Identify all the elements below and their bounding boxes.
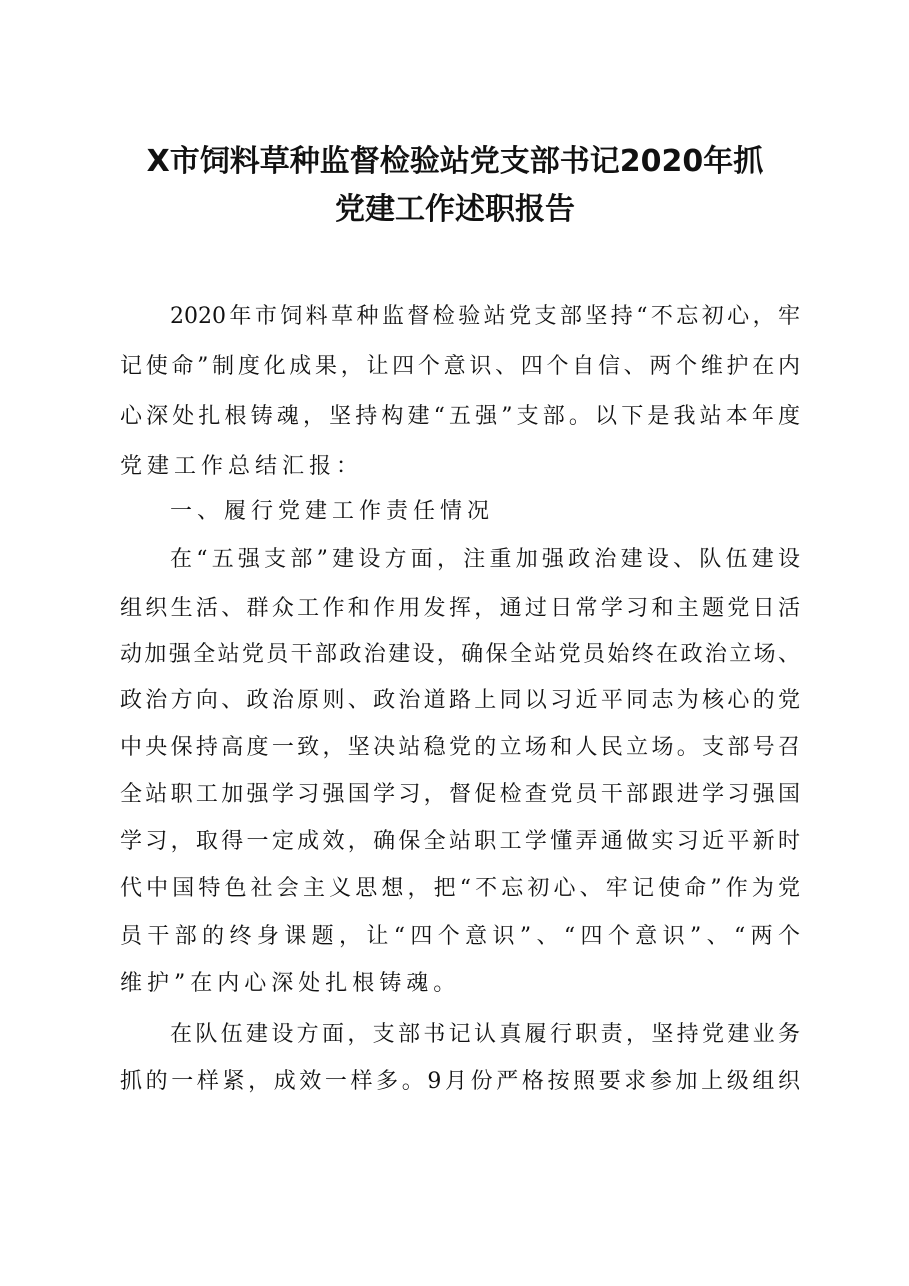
paragraph-3-line-2: 抓的一样紧，成效一样多。9月份严格按照要求参加上级组织 bbox=[120, 1069, 800, 1094]
paragraph-2-line-1: 在“五强支部”建设方面，注重加强政治建设、队伍建设 bbox=[170, 547, 800, 572]
document-title-line-1: X市饲料草种监督检验站党支部书记2020年抓 bbox=[146, 144, 764, 179]
paragraph-2-line-4: 政治方向、政治原则、政治道路上同以习近平同志为核心的党 bbox=[120, 688, 800, 713]
paragraph-2-line-9: 员干部的终身课题，让“四个意识”、“四个意识”、“两个 bbox=[120, 924, 800, 949]
paragraph-2-line-5: 中央保持高度一致，坚决站稳党的立场和人民立场。支部号召 bbox=[120, 735, 800, 760]
paragraph-2-line-6: 全站职工加强学习强国学习，督促检查党员干部跟进学习强国 bbox=[120, 782, 800, 807]
paragraph-3-line-1: 在队伍建设方面，支部书记认真履行职责，坚持党建业务 bbox=[170, 1022, 800, 1047]
paragraph-2-line-3: 动加强全站党员干部政治建设，确保全站党员始终在政治立场、 bbox=[120, 642, 800, 667]
paragraph-2-line-8: 代中国特色社会主义思想，把“不忘初心、牢记使命”作为党 bbox=[120, 876, 800, 901]
paragraph-2-line-2: 组织生活、群众工作和作用发挥，通过日常学习和主题党日活 bbox=[120, 596, 800, 621]
paragraph-2-line-7: 学习，取得一定成效，确保全站职工学懂弄通做实习近平新时 bbox=[120, 829, 800, 854]
paragraph-1-line-2: 记使命”制度化成果，让四个意识、四个自信、两个维护在内 bbox=[120, 354, 800, 379]
paragraph-1-line-4: 党建工作总结汇报： bbox=[120, 454, 364, 479]
paragraph-1-line-3: 心深处扎根铸魂，坚持构建“五强”支部。以下是我站本年度 bbox=[120, 404, 800, 429]
document-title-line-2: 党建工作述职报告 bbox=[335, 192, 575, 227]
section-heading-1: 一、履行党建工作责任情况 bbox=[170, 499, 495, 524]
paragraph-2-line-10: 维护”在内心深处扎根铸魂。 bbox=[120, 971, 461, 996]
paragraph-1-line-1: 2020年市饲料草种监督检验站党支部坚持“不忘初心，牢 bbox=[170, 304, 800, 329]
